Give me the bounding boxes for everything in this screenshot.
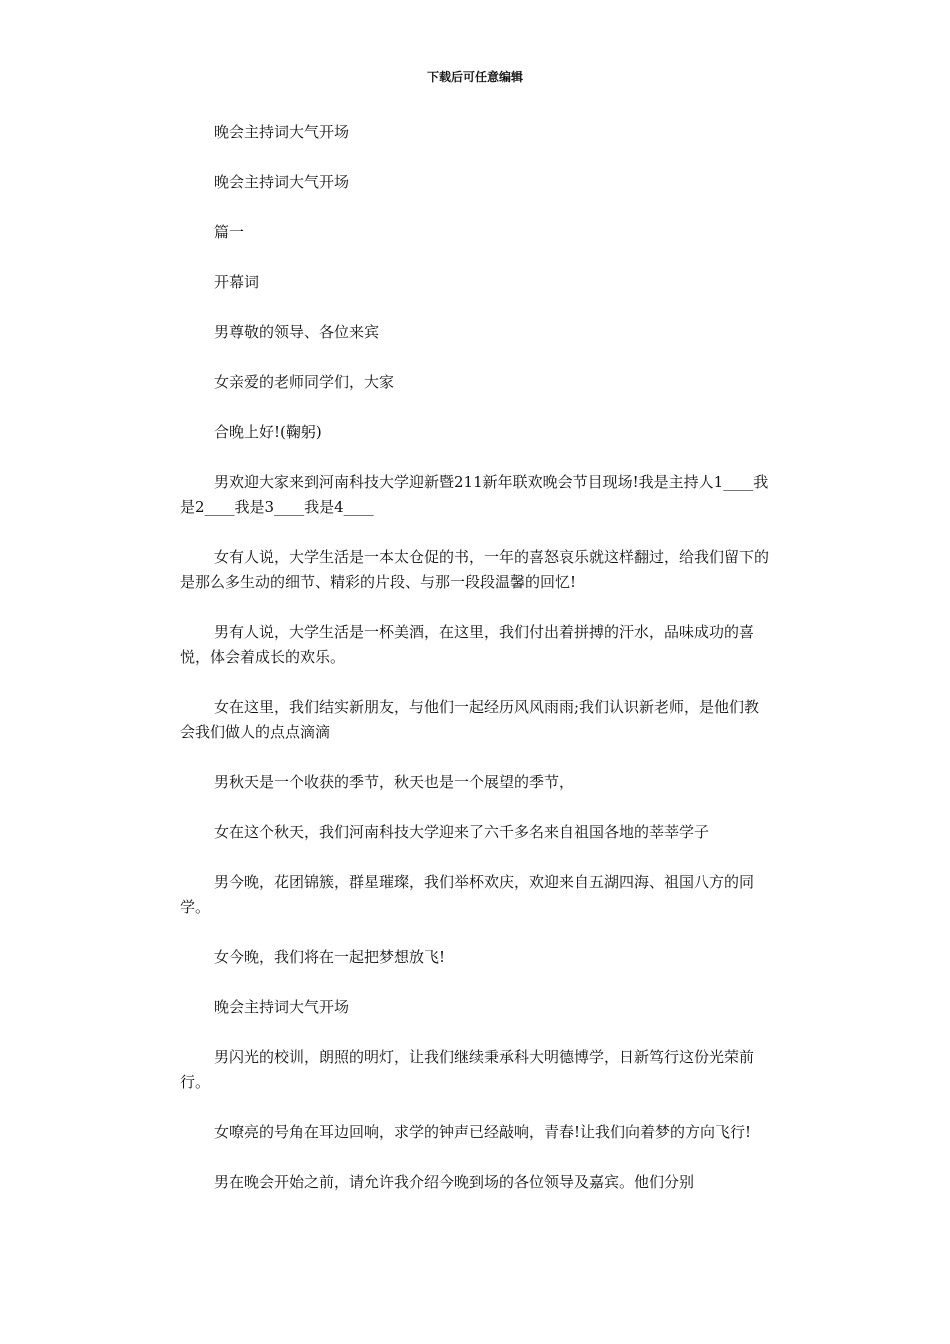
paragraph-1: 晚会主持词大气开场: [214, 123, 350, 141]
paragraph-18: 女嘹亮的号角在耳边回响，求学的钟声已经敲响，青春!让我们向着梦的方向飞行!: [214, 1123, 752, 1141]
paragraph-8: 男欢迎大家来到河南科技大学迎新暨211新年联欢晚会节目现场!我是主持人1____我是2____我是3____我是4____: [180, 473, 769, 516]
paragraph-2: 晚会主持词大气开场: [214, 173, 350, 191]
page-header: 下载后可任意编辑: [426, 70, 523, 84]
paragraph-3: 篇一: [214, 223, 245, 241]
paragraph-17: 男闪光的校训，朗照的明灯，让我们继续秉承科大明德博学，日新笃行这份光荣前行。: [180, 1048, 755, 1091]
paragraph-5: 男尊敬的领导、各位来宾: [214, 323, 380, 341]
paragraph-14: 男今晚，花团锦簇，群星璀璨，我们举杯欢庆，欢迎来自五湖四海、祖国八方的同学。: [180, 873, 755, 916]
paragraph-11: 女在这里，我们结实新朋友，与他们一起经历风风雨雨;我们认识新老师，是他们教会我们做人的点点滴滴: [180, 698, 760, 741]
paragraph-7: 合晚上好!(鞠躬): [214, 423, 322, 441]
paragraph-12: 男秋天是一个收获的季节，秋天也是一个展望的季节，: [214, 773, 575, 791]
paragraph-9: 女有人说，大学生活是一本太仓促的书，一年的喜怒哀乐就这样翻过，给我们留下的是那么多生动的细节、精彩的片段、与那一段段温馨的回忆!: [180, 548, 770, 591]
paragraph-10: 男有人说，大学生活是一杯美酒，在这里，我们付出着拼搏的汗水，品味成功的喜悦，体会着成长的欢乐。: [180, 623, 755, 666]
paragraph-13: 女在这个秋天，我们河南科技大学迎来了六千多名来自祖国各地的莘莘学子: [214, 823, 710, 841]
paragraph-6: 女亲爱的老师同学们，大家: [214, 373, 395, 391]
paragraph-15: 女今晚，我们将在一起把梦想放飞!: [214, 948, 446, 966]
paragraph-16: 晚会主持词大气开场: [214, 998, 350, 1016]
paragraph-19: 男在晚会开始之前，请允许我介绍今晚到场的各位领导及嘉宾。他们分别: [214, 1173, 695, 1191]
paragraph-4: 开幕词: [214, 273, 260, 291]
document-body: [180, 120, 770, 1195]
